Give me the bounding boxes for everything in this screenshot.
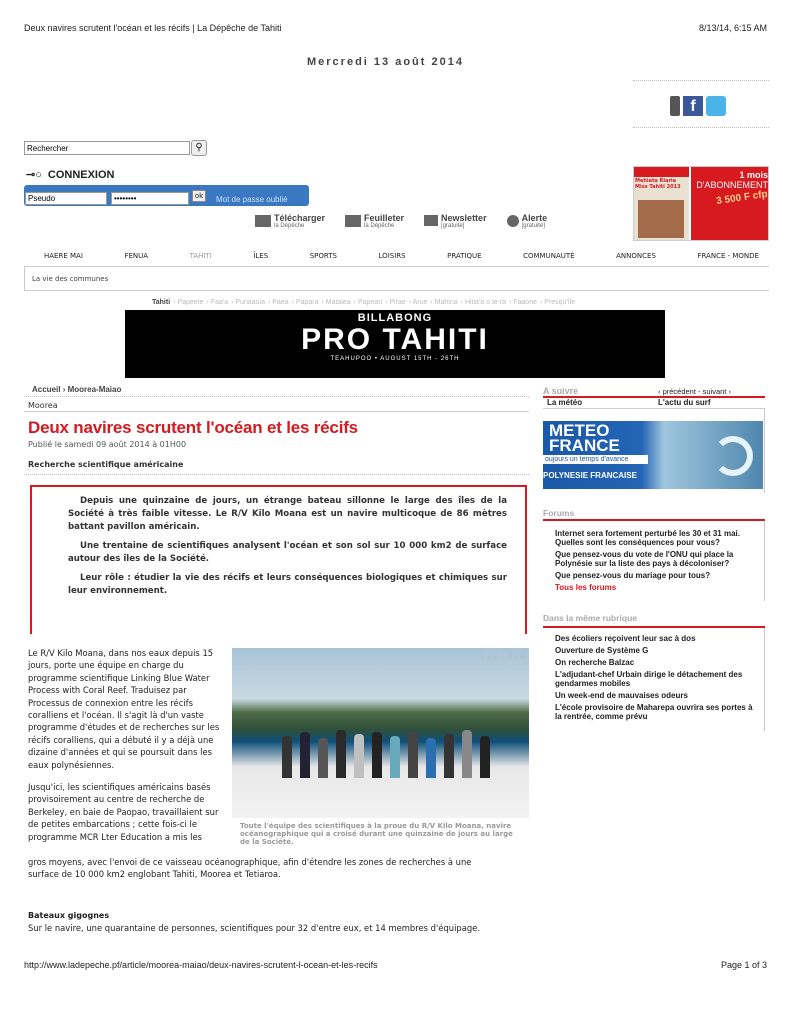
lead-box bbox=[30, 485, 527, 634]
commune-link[interactable]: Mahina bbox=[434, 299, 458, 306]
prev-link[interactable]: ‹ précédent bbox=[658, 387, 696, 396]
commune-link[interactable]: Faa'a bbox=[210, 299, 229, 306]
publish-date: Publié le samedi 09 août 2014 à 01H00 bbox=[28, 440, 187, 449]
commune-tahiti[interactable]: Tahiti bbox=[152, 299, 171, 306]
commune-link[interactable]: Punaauia bbox=[235, 299, 265, 306]
tab-meteo[interactable]: La météo bbox=[547, 398, 583, 407]
rubrique-link[interactable]: Des écoliers reçoivent leur sac à dos bbox=[555, 634, 696, 643]
subscribe-ad[interactable] bbox=[633, 166, 769, 241]
nav-communaute[interactable]: COMMUNAUTÉ bbox=[523, 251, 575, 260]
breadcrumb: Accueil › Moorea-Maiao bbox=[32, 385, 122, 394]
search-icon[interactable]: ⚲ bbox=[191, 140, 207, 156]
social-icons bbox=[670, 96, 726, 116]
divider bbox=[24, 474, 529, 475]
subnav-bar bbox=[24, 267, 769, 291]
subscribe-panel bbox=[691, 167, 769, 241]
site-date: Mercredi 13 août 2014 bbox=[307, 56, 464, 68]
nav-fenua[interactable]: FENUA bbox=[124, 251, 149, 260]
commune-link[interactable]: Pirae bbox=[389, 299, 406, 306]
commune-link[interactable]: Paea bbox=[272, 299, 289, 306]
photo-page[interactable]: 2 bbox=[493, 652, 499, 661]
meteo-logo bbox=[549, 423, 620, 453]
forum-link[interactable]: Que pensez-vous du vote de l'ONU qui place la Polynésie sur la liste des pays à décoloniser? bbox=[555, 550, 734, 568]
commune-link[interactable]: Papeete bbox=[177, 299, 204, 306]
facebook-icon[interactable]: f bbox=[683, 96, 703, 116]
forgot-password-link[interactable]: Mot de passe oublié bbox=[216, 195, 288, 204]
next-link[interactable]: suivant › bbox=[702, 387, 731, 396]
asuivre-title: A suivre bbox=[543, 386, 579, 396]
section-label: Moorea bbox=[28, 401, 58, 410]
nav-sports[interactable]: SPORTS bbox=[309, 251, 337, 260]
quick-sub: la Dépêche bbox=[364, 223, 395, 229]
forums-title: Forums bbox=[543, 508, 575, 518]
photo-page[interactable]: 4 bbox=[519, 652, 525, 661]
wave-graphic bbox=[713, 436, 753, 476]
banner-title: PRO TAHITI bbox=[301, 323, 489, 356]
tab-surf[interactable]: L'actu du surf bbox=[658, 398, 711, 407]
quick-title: Télécharger bbox=[274, 213, 326, 223]
forum-link[interactable]: Internet sera fortement perturbé les 30 et 31 mai. bbox=[555, 529, 740, 538]
subscribe-price: 3 500 F cfp bbox=[715, 188, 769, 207]
divider bbox=[633, 127, 769, 128]
nav-france-monde[interactable]: FRANCE - MONDE bbox=[697, 251, 759, 260]
meteo-tagline: oujours un temps d'avance bbox=[543, 455, 648, 464]
photo-page[interactable]: 3 bbox=[506, 652, 512, 661]
rubrique-title: Dans la même rubrique bbox=[543, 613, 638, 623]
print-title: Deux navires scrutent l'océan et les récifs | La Dépêche de Tahiti bbox=[24, 23, 282, 33]
quick-title: Newsletter bbox=[441, 213, 487, 223]
nav-pratique[interactable]: PRATIQUE bbox=[447, 251, 482, 260]
login-heading bbox=[26, 168, 115, 181]
login-title: CONNEXION bbox=[47, 169, 115, 181]
photo-page[interactable]: 1 bbox=[479, 652, 485, 661]
commune-link[interactable]: Papeari bbox=[357, 299, 383, 306]
mail-icon bbox=[424, 215, 438, 226]
alert-icon bbox=[507, 215, 519, 227]
divider bbox=[24, 396, 529, 397]
rubrique-list bbox=[555, 634, 760, 724]
meteo-ad[interactable] bbox=[543, 421, 763, 489]
quick-links bbox=[255, 213, 547, 229]
alert-button[interactable] bbox=[507, 213, 548, 229]
rubrique-link[interactable]: On recherche Balzac bbox=[555, 658, 635, 667]
nav-annonces[interactable]: ANNONCES bbox=[616, 251, 656, 260]
quick-sub: [gratuite] bbox=[441, 223, 465, 229]
article-paragraph-cont: gros moyens, avec l'envoi de ce vaisseau océanographique, afin d'étendre les zones de recherches à une surface de 10 000 km2 englobant Tahiti, Moorea et Tetiaroa. bbox=[28, 857, 472, 880]
commune-link[interactable]: Faaone bbox=[513, 299, 537, 306]
rubrique-link[interactable]: Ouverture de Système G bbox=[555, 646, 649, 655]
communes-list: Tahiti › Papeete › Faa'a › Punaauia › Paea › Papara › Mataiea › Papeari › Pirae › Arue › Mahina › Hitia'a o te ra › Faaone › Presqu'île bbox=[152, 299, 576, 306]
mobile-icon[interactable] bbox=[670, 96, 680, 116]
article-paragraph: Le R/V Kilo Moana, dans nos eaux depuis 15 jours, porte une équipe en charge du programme scientifique Linking Blue Water Process with Coral Reef. Traduisez par Processus de connexion entre les récifs coralliens et l'océan. Il s'agit là d'un vaste programme d'études et de recherches sur les récifs coralliens, qui a débuté il y a déjà une dizaine d'années et qui se poursuit dans les eaux polynésiennes. bbox=[28, 648, 220, 770]
key-icon: ⊸○ bbox=[26, 169, 42, 181]
subscribe-label: D'ABONNEMENT bbox=[696, 180, 768, 190]
subnav-link[interactable]: La vie des communes bbox=[32, 275, 109, 283]
commune-link[interactable]: Mataiea bbox=[325, 299, 351, 306]
breadcrumb-section[interactable]: Moorea-Maiao bbox=[67, 385, 122, 394]
photo-pager: 1 › 2 › 3 › 4 bbox=[479, 652, 525, 661]
meteo-region: POLYNESIE FRANCAISE bbox=[543, 471, 637, 480]
all-forums-link[interactable]: Tous les forums bbox=[555, 583, 617, 592]
meteo-brand: METEO bbox=[549, 421, 610, 440]
download-button[interactable] bbox=[255, 213, 325, 229]
print-datetime: 8/13/14, 6:15 AM bbox=[698, 23, 767, 33]
nav-haere-mai[interactable]: HAERE MAI bbox=[44, 251, 83, 260]
banner-sub: TEAHUPOO • AUGUST 15TH - 26TH bbox=[330, 356, 460, 362]
asuivre-pager: ‹ précédent - suivant › bbox=[658, 387, 731, 396]
article-photo[interactable] bbox=[232, 648, 529, 818]
pseudo-input[interactable] bbox=[25, 192, 107, 205]
article-title: Deux navires scrutent l'océan et les récifs bbox=[28, 418, 358, 437]
browse-button[interactable] bbox=[345, 213, 404, 229]
quick-title: Alerte bbox=[521, 213, 548, 223]
quick-sub: [gratuite] bbox=[521, 223, 545, 229]
nav-tahiti[interactable]: TAHITI bbox=[189, 251, 212, 260]
breadcrumb-home[interactable]: Accueil bbox=[32, 385, 61, 394]
nav-iles[interactable]: ÎLES bbox=[253, 251, 269, 260]
divider bbox=[24, 411, 529, 412]
lead-paragraph: Une trentaine de scientifiques analysent l'océan et son sol sur 10 000 km2 de surface autour des îles de la Société. bbox=[68, 541, 507, 564]
lead-paragraph: Depuis une quinzaine de jours, un étrange bateau sillonne le large des îles de la Société à très faible vitesse. Le R/V Kilo Moana est un navire multicoque de 86 mètres battant pavillon américain. bbox=[68, 496, 507, 532]
lead-paragraph: Leur rôle : étudier la vie des récifs et leurs conséquences biologiques et chimiques sur leur environnement. bbox=[68, 573, 507, 596]
article-paragraph: Sur le navire, une quarantaine de personnes, scientifiques pour 32 d'entre eux, et 14 membres d'équipage. bbox=[28, 923, 480, 933]
newspaper-icon bbox=[345, 215, 361, 227]
commune-link[interactable]: Arue bbox=[412, 299, 428, 306]
ok-button[interactable]: ok bbox=[192, 190, 206, 202]
print-page: Page 1 of 3 bbox=[720, 960, 767, 970]
article-paragraph: Jusqu'ici, les scientifiques américains basés provisoirement au centre de recherche de Berkeley, en baie de Paopao, travaillaient sur de petites embarcations ; cette fois-ci le programme MCR Lter Education a mis les bbox=[28, 782, 219, 842]
quick-title: Feuilleter bbox=[364, 213, 405, 223]
print-url: http://www.ladepeche.pf/article/moorea-maiao/deux-navires-scrutent-l-ocean-et-les-recifs bbox=[24, 960, 378, 970]
rubrique-link[interactable]: L'adjudant-chef Urbain dirige le détachement des gendarmes mobiles bbox=[555, 670, 743, 688]
forum-link[interactable]: Que pensez-vous du mariage pour tous? bbox=[555, 571, 711, 580]
rubrique-link[interactable]: L'école provisoire de Maharepa ouvrira ses portes à la rentrée, comme prévu bbox=[555, 703, 753, 721]
subscribe-duration: 1 mois bbox=[739, 170, 768, 180]
commune-link[interactable]: Hitia'a o te ra bbox=[464, 299, 506, 306]
body-text-col bbox=[28, 647, 228, 843]
twitter-icon[interactable] bbox=[706, 96, 726, 116]
banner-brand: BILLABONG bbox=[357, 312, 433, 324]
photo-people bbox=[272, 728, 499, 788]
newsletter-button[interactable] bbox=[424, 213, 487, 229]
magazine-cover bbox=[634, 167, 689, 241]
photo-caption: Toute l'équipe des scientifiques à la proue du R/V Kilo Moana, navire océanographique qui a croisé durant une quinzaine de jours au large de la Société. bbox=[240, 822, 513, 846]
meteo-brand: FRANCE bbox=[549, 436, 620, 455]
divider bbox=[633, 80, 769, 81]
search-input[interactable] bbox=[24, 141, 190, 155]
forums-list bbox=[555, 529, 760, 595]
commune-link[interactable]: Papara bbox=[295, 299, 319, 306]
password-input[interactable] bbox=[111, 192, 189, 205]
billabong-banner[interactable] bbox=[125, 310, 665, 378]
article-subhead: Bateaux gigognes bbox=[28, 911, 110, 920]
forum-link[interactable]: Quelles sont les conséquences pour vous? bbox=[555, 538, 720, 547]
commune-link[interactable]: Presqu'île bbox=[544, 299, 576, 306]
magazine-headline: Mehiata Riaria Miss Tahiti 2013 bbox=[635, 178, 681, 190]
quick-sub: la Dépêche bbox=[274, 223, 305, 229]
nav-loisirs[interactable]: LOISIRS bbox=[378, 251, 406, 260]
main-nav bbox=[24, 245, 769, 267]
download-icon bbox=[255, 215, 271, 227]
rubrique-link[interactable]: Un week-end de mauvaises odeurs bbox=[555, 691, 688, 700]
article-kicker: Recherche scientifique américaine bbox=[28, 460, 184, 469]
